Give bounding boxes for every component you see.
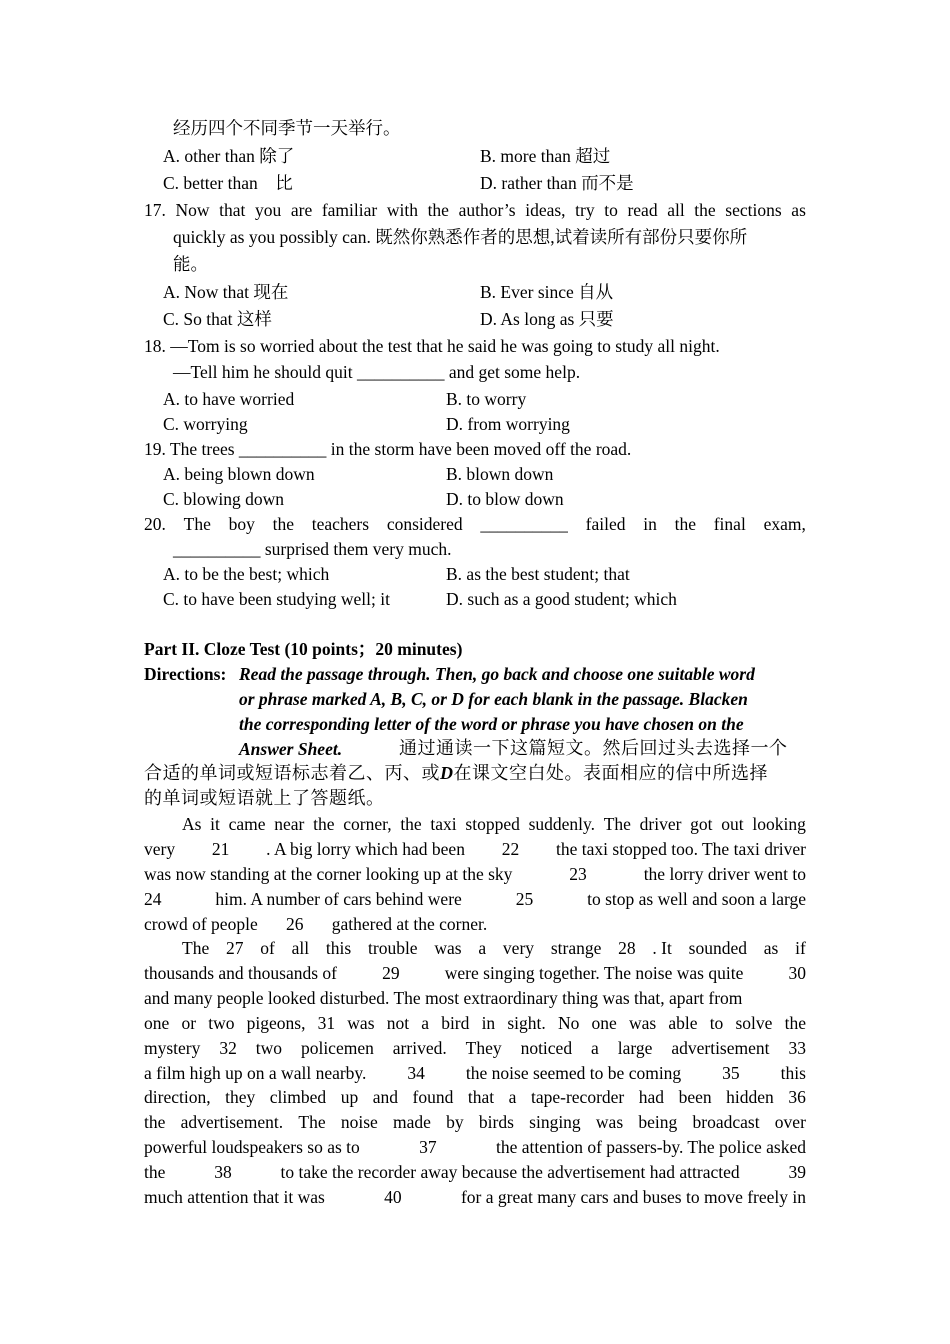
passage-word: failed bbox=[585, 514, 626, 534]
q17-option-b: B. Ever since 自从 bbox=[480, 282, 614, 302]
q17-option-d: D. As long as 只要 bbox=[480, 309, 614, 329]
passage-word: the bbox=[694, 200, 716, 220]
passage-word: advertisement bbox=[671, 1038, 770, 1058]
passage-word: and many people looked disturbed. The most extraordinary thing was that, apart from bbox=[144, 988, 743, 1008]
passage-word: They bbox=[465, 1038, 502, 1058]
blank-number: 28 bbox=[618, 938, 636, 958]
passage-word: the bbox=[313, 814, 335, 834]
passage-word: large bbox=[617, 1038, 653, 1058]
passage-word: the bbox=[674, 514, 696, 534]
passage-word: was now standing at the corner looking up at the sky bbox=[144, 864, 513, 884]
passage-p1-line-5 bbox=[144, 913, 487, 935]
passage-word: was bbox=[347, 1013, 375, 1033]
passage-word: was bbox=[434, 938, 462, 958]
passage-word: of bbox=[260, 938, 275, 958]
passage-word: birds bbox=[478, 1112, 514, 1132]
blank-number: 24 bbox=[144, 889, 162, 909]
q19-option-b: B. blown down bbox=[446, 464, 554, 484]
blank-number: 39 bbox=[788, 1162, 806, 1182]
passage-word: as bbox=[791, 200, 806, 220]
passage-word: The bbox=[183, 514, 211, 534]
passage-word: and bbox=[372, 1087, 398, 1107]
passage-p2-line-2 bbox=[144, 962, 806, 984]
passage-word: arrived. bbox=[392, 1038, 447, 1058]
q18-line1: 18. —Tom is so worried about the test that he said he was going to study all night. bbox=[144, 336, 720, 356]
passage-word: found bbox=[412, 1087, 454, 1107]
q19-line1: 19. The trees __________ in the storm have been moved off the road. bbox=[144, 439, 632, 459]
passage-word: suddenly. bbox=[528, 814, 595, 834]
q19-option-d: D. to blow down bbox=[446, 489, 564, 509]
passage-word: looking bbox=[752, 814, 806, 834]
blank-number: 36 bbox=[788, 1087, 806, 1107]
passage-word: the lorry driver went to bbox=[643, 864, 806, 884]
passage-word: by bbox=[446, 1112, 464, 1132]
q16-option-a: A. other than 除了 bbox=[163, 146, 295, 166]
passage-word: they bbox=[225, 1087, 256, 1107]
passage-p2-line-3 bbox=[144, 987, 806, 1009]
passage-word: the bbox=[272, 514, 294, 534]
passage-word: taxi bbox=[430, 814, 457, 834]
passage-word: much attention that it was bbox=[144, 1187, 325, 1207]
passage-word: the bbox=[784, 1013, 806, 1033]
q20-option-c: C. to have been studying well; it bbox=[163, 589, 390, 609]
passage-word: Now bbox=[175, 200, 210, 220]
passage-word: had bbox=[638, 1087, 665, 1107]
passage-word: were singing together. The noise was quite bbox=[444, 963, 744, 983]
q20-option-d: D. such as a good student; which bbox=[446, 589, 677, 609]
blank-number: 40 bbox=[384, 1187, 402, 1207]
passage-p2-line-7 bbox=[144, 1086, 806, 1108]
passage-p1-line-3 bbox=[144, 863, 806, 885]
passage-word: a bbox=[421, 1013, 430, 1033]
passage-word: final bbox=[713, 514, 746, 534]
passage-word: climbed bbox=[269, 1087, 327, 1107]
q17-line3: 能。 bbox=[173, 254, 208, 274]
passage-word: corner, bbox=[343, 814, 392, 834]
q20-option-b: B. as the best student; that bbox=[446, 564, 630, 584]
passage-word: a bbox=[508, 1087, 517, 1107]
passage-word: try bbox=[575, 200, 595, 220]
passage-word: to stop as well and soon a large bbox=[587, 889, 806, 909]
passage-word: the attention of passers-by. The police asked bbox=[495, 1137, 806, 1157]
q16-option-d: D. rather than 而不是 bbox=[480, 173, 634, 193]
passage-word: made bbox=[393, 1112, 431, 1132]
passage-word: came bbox=[228, 814, 266, 834]
passage-word: The bbox=[182, 938, 210, 958]
blank-number: 27 bbox=[226, 938, 244, 958]
q18-option-a: A. to have worried bbox=[163, 389, 295, 409]
passage-word: to take the recorder away because the advertisement had attracted bbox=[280, 1162, 740, 1182]
q19-option-a: A. being blown down bbox=[163, 464, 315, 484]
passage-word: powerful loudspeakers so as to bbox=[144, 1137, 360, 1157]
blank-number: 38 bbox=[214, 1162, 232, 1182]
passage-word: pigeons, bbox=[246, 1013, 306, 1033]
passage-word: noticed bbox=[520, 1038, 573, 1058]
passage-p2-line-8 bbox=[144, 1111, 806, 1133]
passage-word: able bbox=[668, 1013, 698, 1033]
q18-option-c: C. worrying bbox=[163, 414, 248, 434]
passage-word: the bbox=[144, 1112, 166, 1132]
passage-p2-line-9 bbox=[144, 1136, 806, 1158]
passage-word: you bbox=[254, 200, 282, 220]
passage-word: sounded bbox=[688, 938, 747, 958]
passage-word: been bbox=[678, 1087, 712, 1107]
passage-word: author’s bbox=[458, 200, 516, 220]
passage-word: are bbox=[290, 200, 313, 220]
blank-number: 33 bbox=[788, 1038, 806, 1058]
passage-word: __________ bbox=[480, 514, 568, 534]
blank-number: 23 bbox=[569, 864, 587, 884]
passage-word: that bbox=[219, 200, 246, 220]
passage-word: singing bbox=[529, 1112, 581, 1132]
directions-label: Directions: bbox=[144, 664, 227, 684]
passage-word: or bbox=[181, 1013, 197, 1033]
q18-line2: —Tell him he should quit __________ and get some help. bbox=[173, 362, 581, 382]
passage-word: one bbox=[591, 1013, 617, 1033]
passage-text: gathered at the corner. bbox=[331, 914, 488, 934]
q16-option-c: C. better than 比 bbox=[163, 173, 293, 193]
passage-word: to bbox=[604, 200, 618, 220]
passage-word: No bbox=[557, 1013, 580, 1033]
passage-word: direction, bbox=[144, 1087, 211, 1107]
q17-line1 bbox=[144, 199, 806, 221]
passage-word: him. A number of cars behind were bbox=[215, 889, 462, 909]
passage-word: . It bbox=[652, 938, 672, 958]
blank-number: 37 bbox=[419, 1137, 437, 1157]
passage-p1-line-2 bbox=[144, 838, 806, 860]
passage-word: in bbox=[481, 1013, 496, 1033]
part2-title: Part II. Cloze Test (10 points；20 minutes) bbox=[144, 639, 463, 659]
passage-word: a film high up on a wall nearby. bbox=[144, 1063, 367, 1083]
passage-word: the taxi stopped too. The taxi driver bbox=[556, 839, 806, 859]
directions-cn-2 bbox=[144, 762, 768, 784]
passage-p1-line-1 bbox=[182, 813, 806, 835]
passage-word: to bbox=[709, 1013, 724, 1033]
passage-word: read bbox=[627, 200, 658, 220]
passage-word: over bbox=[774, 1112, 806, 1132]
passage-word: this bbox=[325, 938, 352, 958]
passage-word: a bbox=[478, 938, 487, 958]
passage-word: the bbox=[400, 814, 422, 834]
passage-word: for a great many cars and buses to move freely in bbox=[460, 1187, 806, 1207]
blank-number: 21 bbox=[211, 839, 230, 859]
passage-word: as bbox=[763, 938, 779, 958]
passage-word: in bbox=[643, 514, 657, 534]
blank-number: 26 bbox=[285, 914, 304, 934]
directions-cn-3: 的单词或短语就上了答题纸。 bbox=[144, 788, 385, 808]
directions-cn-2b: 在课文空白处。表面相应的信中所选择 bbox=[453, 763, 768, 783]
blank-number: 34 bbox=[407, 1063, 425, 1083]
passage-word: policemen bbox=[300, 1038, 374, 1058]
directions-cn-1: 通过通读一下这篇短文。然后回过头去选择一个 bbox=[399, 738, 788, 758]
q17-line2: quickly as you possibly can. 既然你熟悉作者的思想,试着读所有部份只要你所 bbox=[173, 227, 748, 247]
passage-word: out bbox=[721, 814, 744, 834]
q20-line1 bbox=[144, 513, 806, 535]
passage-word: noise bbox=[340, 1112, 378, 1132]
passage-word: the bbox=[427, 200, 449, 220]
passage-word: The bbox=[603, 814, 631, 834]
q16-tail: 经历四个不同季节一天举行。 bbox=[173, 118, 401, 138]
passage-p2-line-6 bbox=[144, 1062, 806, 1084]
passage-word: hidden bbox=[726, 1087, 774, 1107]
passage-p2-line-10 bbox=[144, 1161, 806, 1183]
q17-option-c: C. So that 这样 bbox=[163, 309, 272, 329]
q19-option-c: C. blowing down bbox=[163, 489, 285, 509]
passage-word: solve bbox=[735, 1013, 773, 1033]
passage-word: familiar bbox=[321, 200, 378, 220]
passage-word: teachers bbox=[311, 514, 370, 534]
passage-text: crowd of people bbox=[144, 914, 258, 934]
passage-word: if bbox=[795, 938, 806, 958]
directions-line-1: Read the passage through. Then, go back and choose one suitable word bbox=[239, 664, 755, 684]
passage-word: bird bbox=[441, 1013, 470, 1033]
passage-word: sight. bbox=[507, 1013, 546, 1033]
passage-word: broadcast bbox=[692, 1112, 760, 1132]
passage-p2-line-5 bbox=[144, 1037, 806, 1059]
q20-line2: __________ surprised them very much. bbox=[173, 539, 452, 559]
passage-word: very bbox=[502, 938, 535, 958]
passage-word: stopped bbox=[465, 814, 520, 834]
passage-word: As bbox=[182, 814, 202, 834]
passage-word: boy bbox=[228, 514, 255, 534]
passage-word: 20. bbox=[144, 514, 166, 534]
blank-number: 22 bbox=[501, 839, 520, 859]
passage-p2-line-11 bbox=[144, 1186, 806, 1208]
passage-word: being bbox=[638, 1112, 678, 1132]
passage-word: trouble bbox=[368, 938, 418, 958]
passage-word: thousands and thousands of bbox=[144, 963, 337, 983]
q18-option-d: D. from worrying bbox=[446, 414, 570, 434]
passage-word: that bbox=[467, 1087, 495, 1107]
passage-word: not bbox=[386, 1013, 410, 1033]
passage-word: . A big lorry which had been bbox=[266, 839, 465, 859]
passage-word: near bbox=[274, 814, 305, 834]
passage-word: ideas, bbox=[525, 200, 566, 220]
passage-word: tape-recorder bbox=[530, 1087, 625, 1107]
q16-option-b: B. more than 超过 bbox=[480, 146, 611, 166]
passage-p2-line-1 bbox=[182, 937, 806, 959]
passage-p2-line-4 bbox=[144, 1012, 806, 1034]
passage-word: the noise seemed to be coming bbox=[465, 1063, 682, 1083]
directions-line-3: the corresponding letter of the word or phrase you have chosen on the bbox=[239, 714, 744, 734]
passage-word: it bbox=[210, 814, 220, 834]
passage-word: considered bbox=[386, 514, 463, 534]
passage-word: was bbox=[628, 1013, 657, 1033]
passage-word: a bbox=[591, 1038, 599, 1058]
directions-cn-2-d: D bbox=[440, 763, 454, 783]
passage-word: up bbox=[340, 1087, 359, 1107]
directions-line-2: or phrase marked A, B, C, or D for each blank in the passage. Blacken bbox=[239, 689, 748, 709]
passage-word: the bbox=[144, 1162, 166, 1182]
passage-word: advertisement. bbox=[180, 1112, 284, 1132]
passage-word: this bbox=[780, 1063, 806, 1083]
passage-word: driver bbox=[639, 814, 682, 834]
passage-word: strange bbox=[550, 938, 602, 958]
passage-word: 17. bbox=[144, 200, 166, 220]
passage-word: one bbox=[144, 1013, 170, 1033]
passage-word: all bbox=[291, 938, 310, 958]
blank-number: 32 bbox=[219, 1038, 237, 1058]
directions-line-4: Answer Sheet. bbox=[239, 739, 343, 759]
blank-number: 29 bbox=[382, 963, 400, 983]
passage-word: with bbox=[386, 200, 418, 220]
passage-p1-line-4 bbox=[144, 888, 806, 910]
passage-word: sections bbox=[725, 200, 782, 220]
passage-word: got bbox=[690, 814, 713, 834]
directions-cn-2a: 合适的单词或短语标志着乙、丙、或 bbox=[144, 763, 440, 783]
passage-word: mystery bbox=[144, 1038, 201, 1058]
q17-option-a: A. Now that 现在 bbox=[163, 282, 289, 302]
blank-number: 30 bbox=[788, 963, 806, 983]
passage-word: all bbox=[667, 200, 685, 220]
blank-number: 31 bbox=[317, 1013, 336, 1033]
blank-number: 35 bbox=[722, 1063, 740, 1083]
passage-word: very bbox=[144, 839, 176, 859]
blank-number: 25 bbox=[515, 889, 534, 909]
q18-option-b: B. to worry bbox=[446, 389, 527, 409]
passage-word: two bbox=[255, 1038, 283, 1058]
passage-word: The bbox=[298, 1112, 326, 1132]
q20-option-a: A. to be the best; which bbox=[163, 564, 330, 584]
passage-word: two bbox=[208, 1013, 235, 1033]
passage-word: exam, bbox=[763, 514, 806, 534]
passage-word: was bbox=[595, 1112, 624, 1132]
